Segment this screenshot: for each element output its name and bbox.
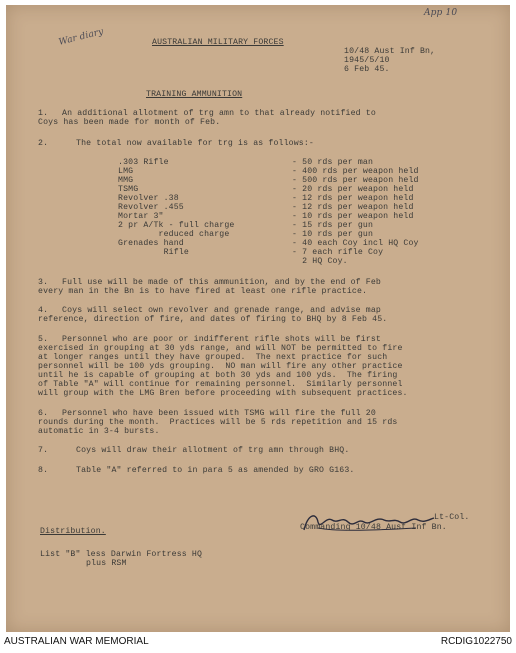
ammo-qty: - 12 rds per weapon held	[292, 203, 414, 212]
para-2-text: The total now available for trg is as follows:-	[76, 139, 314, 148]
ammo-qty: - 10 rds per gun	[292, 230, 374, 239]
para-2-number: 2.	[38, 139, 49, 148]
para-7-number: 7.	[38, 446, 49, 455]
para-7-text: Coys will draw their allotment of trg amn through BHQ.	[76, 446, 350, 455]
para-3-line-2: every man in the Bn is to have fired at least one rifle practice.	[38, 287, 368, 296]
footer-record-id: RCDIG1022750	[440, 636, 512, 647]
ammo-item: LMG	[118, 167, 134, 176]
para-5-line-5: until he is capable of grouping at both 30 yds and 100 yds. The firing	[38, 371, 398, 380]
para-5-number: 5.	[38, 335, 49, 344]
ammo-qty: - 50 rds per man	[292, 158, 374, 167]
para-1-line-1: An additional allotment of trg amn to that already notified to	[62, 109, 376, 118]
header-ref: 1945/5/10	[344, 56, 390, 65]
ammo-item: Rifle	[118, 248, 189, 257]
distribution-heading: Distribution.	[40, 527, 106, 536]
para-4-line-1: Coys will select own revolver and grenade range, and advise map	[62, 306, 381, 315]
para-5-line-2: exercised in grouping at 30 yds range, and will NOT be permitted to fire	[38, 344, 403, 353]
document-title: AUSTRALIAN MILITARY FORCES	[152, 38, 284, 47]
para-6-number: 6.	[38, 409, 49, 418]
footer-source: AUSTRALIAN WAR MEMORIAL	[4, 636, 149, 647]
ammo-qty: 2 HQ Coy.	[292, 257, 348, 266]
subject-heading: TRAINING AMMUNITION	[146, 90, 243, 99]
para-4-number: 4.	[38, 306, 49, 315]
para-3-line-1: Full use will be made of this ammunition, and by the end of Feb	[62, 278, 381, 287]
para-4-line-2: reference, direction of fire, and dates of firing to BHQ by 8 Feb 45.	[38, 315, 388, 324]
signature-rank: Lt-Col.	[434, 513, 470, 522]
document-sheet	[6, 5, 510, 632]
para-1-line-2: Coys has been made for month of Feb.	[38, 118, 221, 127]
para-6-line-1: Personnel who have been issued with TSMG will fire the full 20	[62, 409, 376, 418]
ammo-item: TSMG	[118, 185, 139, 194]
para-8-text: Table "A" referred to in para 5 as amended by GRO G163.	[76, 466, 355, 475]
para-6-line-3: automatic in 3-4 bursts.	[38, 427, 160, 436]
ammo-item: Grenades hand	[118, 239, 184, 248]
para-8-number: 8.	[38, 466, 49, 475]
para-1-number: 1.	[38, 109, 49, 118]
ammo-qty: - 40 each Coy incl HQ Coy	[292, 239, 419, 248]
para-5-line-3: at longer ranges until they have grouped. The next practice for such	[38, 353, 388, 362]
ammo-item: Revolver .455	[118, 203, 184, 212]
ammo-item: Mortar 3"	[118, 212, 164, 221]
ammo-item: reduced charge	[118, 230, 230, 239]
para-5-line-6: of Table "A" will continue for remaining personnel. Similarly personnel	[38, 380, 403, 389]
para-5-line-4: personnel will be 100 yds grouping. NO man will fire any other practice	[38, 362, 403, 371]
ammo-qty: - 12 rds per weapon held	[292, 194, 414, 203]
distribution-line-2: plus RSM	[86, 559, 127, 568]
annotation-app-number: App 10	[424, 8, 458, 18]
header-unit: 10/48 Aust Inf Bn,	[344, 47, 436, 56]
ammo-qty: - 500 rds per weapon held	[292, 176, 419, 185]
para-5-line-1: Personnel who are poor or indifferent rifle shots will be first	[62, 335, 381, 344]
distribution-line-1: List "B" less Darwin Fortress HQ	[40, 550, 203, 559]
para-6-line-2: rounds during the month. Practices will be 5 rds repetition and 15 rds	[38, 418, 398, 427]
ammo-item: MMG	[118, 176, 134, 185]
ammo-qty: - 7 each rifle Coy	[292, 248, 384, 257]
ammo-item: 2 pr A/Tk - full charge	[118, 221, 235, 230]
annotation-war-diary: War diary	[57, 26, 105, 48]
ammo-item: Revolver .38	[118, 194, 179, 203]
ammo-qty: - 10 rds per weapon held	[292, 212, 414, 221]
ammo-item: .303 Rifle	[118, 158, 169, 167]
para-5-line-7: will group with the LMG Bren before proceeding with subsequent practices.	[38, 389, 408, 398]
header-date: 6 Feb 45.	[344, 65, 390, 74]
ammo-qty: - 20 rds per weapon held	[292, 185, 414, 194]
ammo-qty: - 400 rds per weapon held	[292, 167, 419, 176]
ammo-qty: - 15 rds per gun	[292, 221, 374, 230]
para-3-number: 3.	[38, 278, 49, 287]
signature-appointment: Commanding 10/48 Aust Inf Bn.	[300, 523, 447, 532]
